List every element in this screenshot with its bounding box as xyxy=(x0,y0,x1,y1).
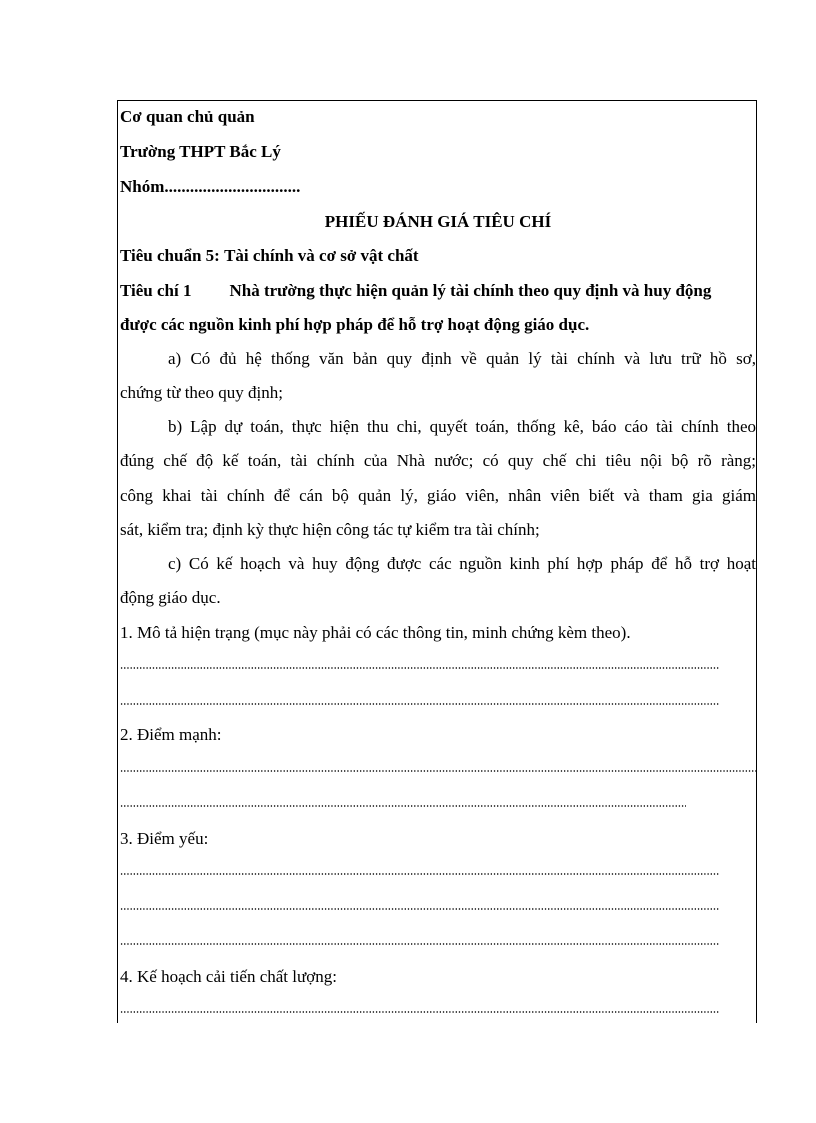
criterion-line-1 xyxy=(120,280,756,302)
school-name: Trường THPT Bắc Lý xyxy=(120,142,281,161)
answer-line[interactable] xyxy=(120,873,720,875)
page-title: PHIẾU ĐÁNH GIÁ TIÊU CHÍ xyxy=(324,212,552,231)
answer-line[interactable] xyxy=(120,703,720,705)
standard-text: Tài chính và cơ sở vật chất xyxy=(224,246,419,265)
section-2-heading: 2. Điểm mạnh: xyxy=(120,725,222,744)
item-c-line-2: động giáo dục. xyxy=(120,588,221,607)
criterion-text-1: Nhà trường thực hiện quản lý tài chính theo quy định và huy động xyxy=(229,281,712,300)
item-b-line-3: công khai tài chính để cán bộ quản lý, giáo viên, nhân viên biết và tham gia giám xyxy=(120,486,756,505)
answer-line[interactable] xyxy=(120,943,720,945)
item-c-line-1: c) Có kế hoạch và huy động được các nguồn kinh phí hợp pháp để hỗ trợ hoạt xyxy=(168,554,756,573)
item-b-line-4: sát, kiểm tra; định kỳ thực hiện công tác tự kiểm tra tài chính; xyxy=(120,520,540,539)
agency-label: Cơ quan chủ quản xyxy=(120,107,255,126)
section-3-heading: 3. Điểm yếu: xyxy=(120,829,209,848)
standard-line xyxy=(120,245,756,267)
item-a-line-1: a) Có đủ hệ thống văn bản quy định về quản lý tài chính và lưu trữ hồ sơ, xyxy=(168,349,756,368)
group-field: Nhóm................................ xyxy=(120,177,301,196)
section-1-heading: 1. Mô tả hiện trạng (mục này phải có các thông tin, minh chứng kèm theo). xyxy=(120,623,631,642)
answer-line[interactable] xyxy=(120,805,686,807)
item-a-line-2: chứng từ theo quy định; xyxy=(120,383,283,402)
section-4-heading: 4. Kế hoạch cải tiến chất lượng: xyxy=(120,967,337,986)
item-b-line-2: đúng chế độ kế toán, tài chính của Nhà nước; có quy chế chi tiêu nội bộ rõ ràng; xyxy=(120,451,756,470)
criterion-line-2: được các nguồn kinh phí hợp pháp để hỗ trợ hoạt động giáo dục. xyxy=(120,315,590,334)
item-b-line-1: b) Lập dự toán, thực hiện thu chi, quyết toán, thống kê, báo cáo tài chính theo xyxy=(168,417,756,436)
answer-line[interactable] xyxy=(120,770,756,772)
answer-line[interactable] xyxy=(120,667,720,669)
standard-label: Tiêu chuẩn 5: xyxy=(120,246,220,265)
answer-line[interactable] xyxy=(120,908,720,910)
criterion-label: Tiêu chí 1 xyxy=(120,281,192,300)
answer-line[interactable] xyxy=(120,1011,720,1013)
